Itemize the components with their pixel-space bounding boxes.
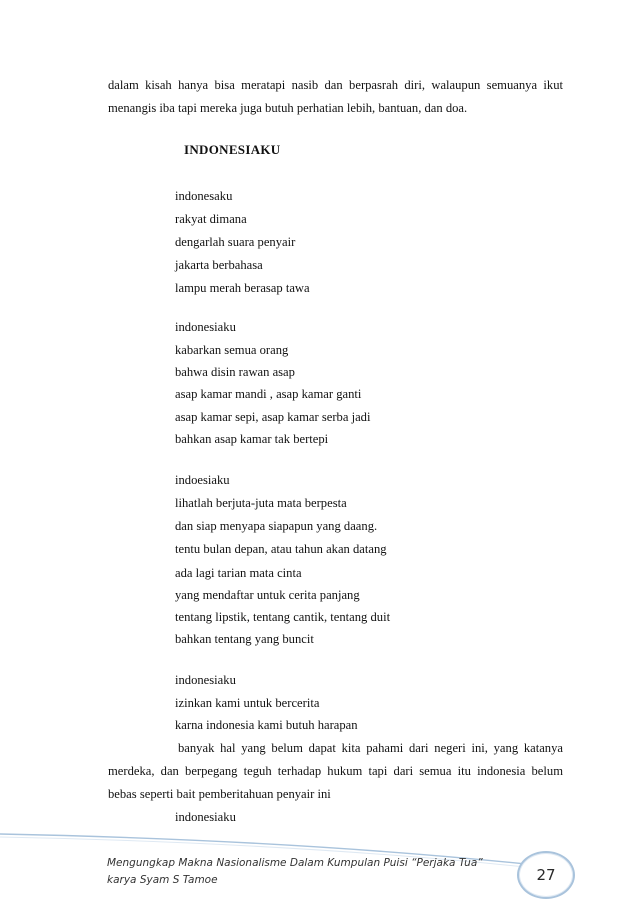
stanza3-line-5: ada lagi tarian mata cinta — [175, 566, 302, 580]
stanza1-line-4: jakarta berbahasa — [175, 258, 263, 272]
stanza2-line-2: kabarkan semua orang — [175, 343, 289, 357]
intro-line-2: menangis iba tapi mereka juga butuh perhatian lebih, bantuan, dan doa. — [108, 101, 468, 115]
stanza1-line-3: dengarlah suara penyair — [175, 235, 296, 249]
stanza2-line-3: bahwa disin rawan asap — [175, 365, 295, 379]
stanza1-line-5: lampu merah berasap tawa — [175, 281, 310, 295]
stanza4-line-3: karna indonesia kami butuh harapan — [175, 718, 358, 732]
stanza3-line-7: tentang lipstik, tentang cantik, tentang duit — [175, 610, 391, 624]
closing-paragraph — [108, 760, 563, 806]
stanza2-line-5: asap kamar sepi, asap kamar serba jadi — [175, 410, 371, 424]
footer-title: Mengungkap Makna Nasionalisme Dalam Kumpulan Puisi “Perjaka Tua” — [107, 857, 483, 869]
stanza3-line-6: yang mendaftar untuk cerita panjang — [175, 588, 360, 602]
closing-line-3: bebas seperti bait pemberitahuan penyair ini — [108, 787, 331, 801]
stanza2-line-1: indonesiaku — [175, 320, 236, 334]
closing-line-1: banyak hal yang belum dapat kita pahami dari negeri ini, yang katanya — [178, 741, 563, 755]
stanza1-line-1: indonesaku — [175, 189, 233, 203]
page-number: 27 — [536, 866, 556, 884]
stanza3-line-2: lihatlah berjuta-juta mata berpesta — [175, 496, 347, 510]
stanza3-line-4: tentu bulan depan, atau tahun akan datang — [175, 542, 387, 556]
stanza4-line-2: izinkan kami untuk bercerita — [175, 696, 320, 710]
poem-title: INDONESIAKU — [184, 142, 281, 157]
page-number-badge — [517, 851, 575, 899]
stanza4-line-1: indonesiaku — [175, 673, 236, 687]
intro-line-1: dalam kisah hanya bisa meratapi nasib dan berpasrah diri, walaupun semuanya ikut — [108, 78, 563, 92]
stanza3-line-1: indoesiaku — [175, 473, 230, 487]
closing-line-2: merdeka, dan berpegang teguh terhadap hukum tapi dari semua itu indonesia belum — [108, 764, 563, 778]
stanza3-line-8: bahkan tentang yang buncit — [175, 632, 314, 646]
footer-author: karya Syam S Tamoe — [107, 874, 218, 886]
stanza2-line-4: asap kamar mandi , asap kamar ganti — [175, 387, 362, 401]
closing-line-4: indonesiaku — [175, 810, 236, 824]
stanza1-line-2: rakyat dimana — [175, 212, 247, 226]
stanza2-line-6: bahkan asap kamar tak bertepi — [175, 432, 329, 446]
stanza3-line-3: dan siap menyapa siapapun yang daang. — [175, 519, 378, 533]
intro-paragraph — [108, 74, 563, 120]
